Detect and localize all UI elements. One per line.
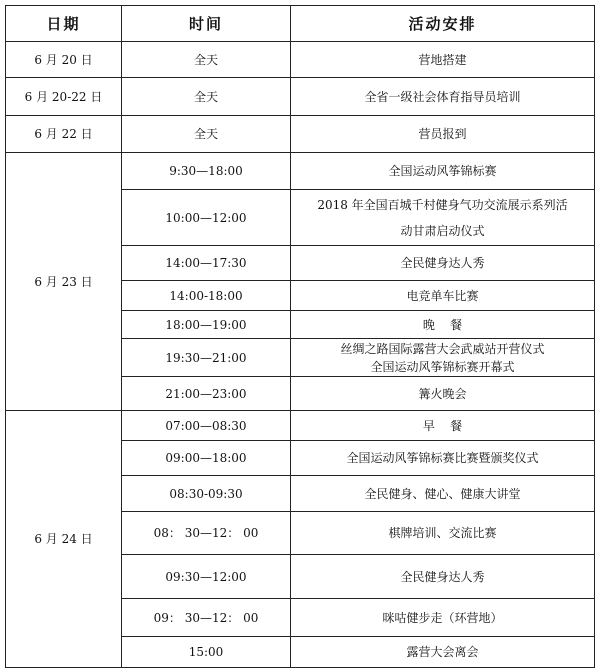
time-cell: 全天 bbox=[122, 78, 291, 116]
time-cell: 09:30—12:00 bbox=[122, 555, 291, 599]
header-date: 日期 bbox=[6, 6, 122, 42]
activity-cell bbox=[291, 339, 595, 377]
date-cell: 6 月 22 日 bbox=[6, 116, 122, 153]
table-row bbox=[6, 116, 595, 153]
date-cell: 6 月 20 日 bbox=[6, 42, 122, 78]
table-row bbox=[6, 42, 595, 78]
table-row bbox=[6, 153, 595, 190]
time-cell: 18:00—19:00 bbox=[122, 311, 291, 339]
activity-cell: 咪咕健步走（环营地） bbox=[291, 599, 595, 637]
header-time: 时间 bbox=[122, 6, 291, 42]
time-cell: 14:00-18:00 bbox=[122, 281, 291, 311]
activity-cell: 电竞单车比赛 bbox=[291, 281, 595, 311]
activity-line-2: 全国运动风筝锦标赛开幕式 bbox=[370, 359, 515, 374]
activity-cell: 棋牌培训、交流比赛 bbox=[291, 512, 595, 555]
time-cell: 07:00—08:30 bbox=[122, 411, 291, 441]
activity-line-1: 丝绸之路国际露营大会武威站开营仪式 bbox=[340, 341, 545, 356]
date-cell-day23: 6 月 23 日 bbox=[6, 153, 122, 411]
activity-cell: 营员报到 bbox=[291, 116, 595, 153]
activity-line-2: 动甘肃启动仪式 bbox=[400, 223, 485, 238]
activity-cell: 篝火晚会 bbox=[291, 377, 595, 411]
activity-cell: 全民健身达人秀 bbox=[291, 555, 595, 599]
activity-cell: 全民健身达人秀 bbox=[291, 246, 595, 281]
time-cell: 09： 30—12： 00 bbox=[122, 599, 291, 637]
activity-cell: 全省一级社会体育指导员培训 bbox=[291, 78, 595, 116]
time-cell: 15:00 bbox=[122, 637, 291, 668]
time-cell: 19:30—21:00 bbox=[122, 339, 291, 377]
time-cell: 09:00—18:00 bbox=[122, 441, 291, 476]
activity-cell: 早 餐 bbox=[291, 411, 595, 441]
time-cell: 08： 30—12： 00 bbox=[122, 512, 291, 555]
time-cell: 14:00—17:30 bbox=[122, 246, 291, 281]
activity-cell: 全国运动风筝锦标赛 bbox=[291, 153, 595, 190]
schedule-table bbox=[5, 5, 595, 668]
activity-cell: 全民健身、健心、健康大讲堂 bbox=[291, 476, 595, 512]
activity-cell: 营地搭建 bbox=[291, 42, 595, 78]
time-cell: 21:00—23:00 bbox=[122, 377, 291, 411]
date-cell-day24: 6 月 24 日 bbox=[6, 411, 122, 668]
activity-cell bbox=[291, 190, 595, 246]
time-cell: 全天 bbox=[122, 116, 291, 153]
activity-line-1: 2018 年全国百城千村健身气功交流展示系列活 bbox=[317, 197, 568, 212]
date-cell: 6 月 20-22 日 bbox=[6, 78, 122, 116]
header-row bbox=[6, 6, 595, 42]
time-cell: 10:00—12:00 bbox=[122, 190, 291, 246]
header-activity: 活动安排 bbox=[291, 6, 595, 42]
activity-cell: 露营大会离会 bbox=[291, 637, 595, 668]
time-cell: 08:30-09:30 bbox=[122, 476, 291, 512]
time-cell: 全天 bbox=[122, 42, 291, 78]
time-cell: 9:30—18:00 bbox=[122, 153, 291, 190]
activity-cell: 晚 餐 bbox=[291, 311, 595, 339]
table-row bbox=[6, 78, 595, 116]
table-row bbox=[6, 411, 595, 441]
activity-cell: 全国运动风筝锦标赛比赛暨颁奖仪式 bbox=[291, 441, 595, 476]
